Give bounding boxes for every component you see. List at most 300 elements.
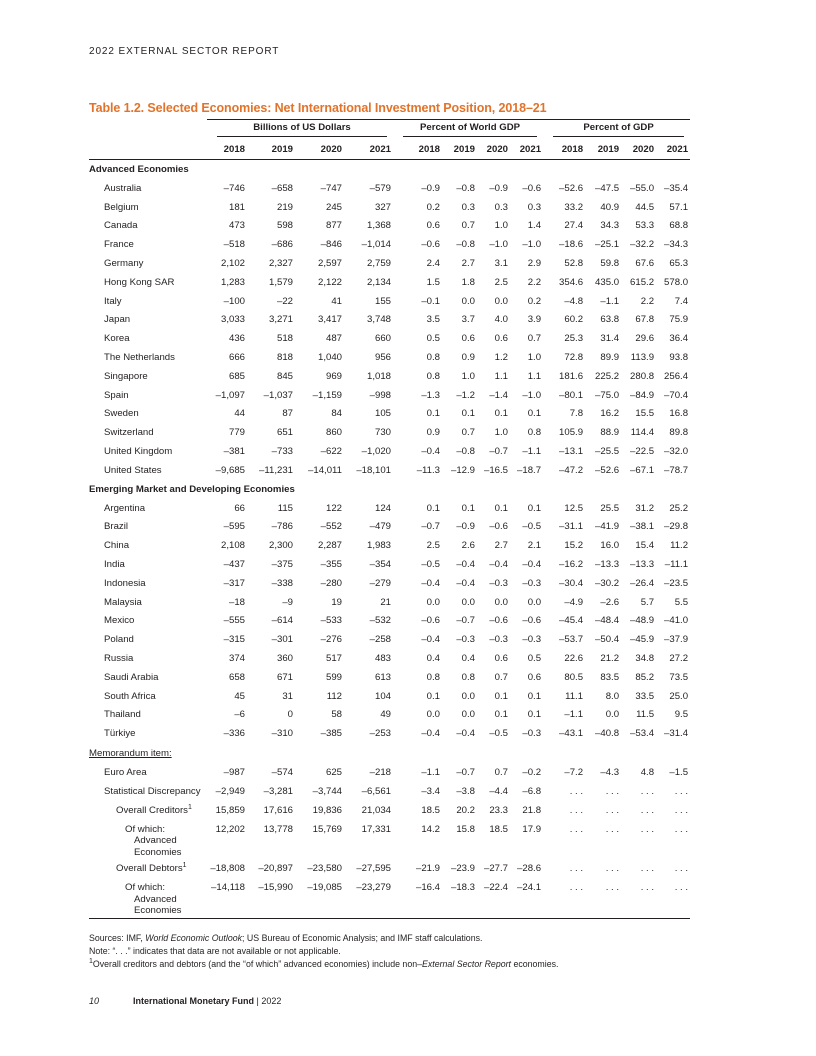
- value-cell: –15,990: [247, 878, 295, 919]
- value-cell: 1,368: [366, 220, 391, 232]
- economy-label: Belgium: [104, 201, 139, 213]
- economy-label: Hong Kong SAR: [104, 276, 175, 288]
- value-cell: –0.4: [456, 577, 475, 589]
- value-cell: 0.2: [426, 201, 440, 213]
- value-cell: –24.1: [510, 878, 543, 919]
- value-cell: 473: [228, 220, 245, 232]
- value-cell: –0.3: [522, 728, 542, 740]
- value-cell: –11.1: [664, 559, 689, 571]
- value-cell: –1.1: [600, 295, 620, 307]
- value-cell: –11.3: [416, 464, 440, 476]
- value-cell: 58: [331, 709, 342, 721]
- value-cell: 2.5: [426, 540, 440, 552]
- na-note: Note: “. . .” indicates that data are not available or not applicable.: [89, 946, 341, 956]
- value-cell: 12,202: [215, 823, 245, 835]
- section-heading: Advanced Economies: [89, 164, 189, 175]
- value-cell: 0.0: [426, 596, 440, 608]
- value-cell: 5.5: [674, 596, 689, 608]
- value-cell: 15,769: [312, 823, 342, 835]
- year-header: 2021: [344, 139, 393, 160]
- year-header: 2018: [543, 139, 585, 160]
- value-cell: 0.9: [426, 427, 440, 439]
- value-cell: 21,034: [361, 804, 391, 816]
- value-cell: 0.1: [527, 690, 542, 702]
- value-cell: –786: [271, 521, 293, 533]
- value-cell: 0.1: [426, 502, 440, 514]
- value-cell: 21: [380, 596, 391, 608]
- value-cell: . . .: [674, 785, 689, 797]
- value-cell: –552: [320, 521, 342, 533]
- economy-label: Italy: [104, 295, 122, 307]
- value-cell: 53.3: [635, 220, 655, 232]
- value-cell: 2.7: [494, 540, 508, 552]
- economy-label: The Netherlands: [104, 352, 175, 364]
- value-cell: 2,327: [268, 258, 293, 270]
- value-cell: –67.1: [630, 464, 655, 476]
- value-cell: 17,331: [361, 823, 391, 835]
- value-cell: 0.1: [494, 502, 508, 514]
- value-cell: 3.7: [461, 314, 475, 326]
- value-cell: 0.1: [494, 690, 508, 702]
- value-cell: –533: [320, 615, 342, 627]
- value-cell: –6.8: [522, 785, 542, 797]
- value-cell: –30.4: [559, 577, 584, 589]
- value-cell: . . .: [674, 823, 689, 835]
- value-cell: –0.4: [421, 634, 440, 646]
- value-cell: 21.2: [600, 653, 620, 665]
- value-cell: 1,283: [220, 276, 245, 288]
- value-cell: 354.6: [559, 276, 584, 288]
- value-cell: 0.8: [461, 671, 475, 683]
- section-heading: Emerging Market and Developing Economies: [89, 483, 295, 495]
- value-cell: –1.0: [489, 239, 508, 251]
- table-row: [89, 423, 690, 442]
- value-cell: 518: [276, 333, 293, 345]
- value-cell: –0.8: [456, 446, 475, 458]
- value-cell: 0.0: [426, 709, 440, 721]
- value-cell: 105: [374, 408, 391, 420]
- value-cell: 59.8: [600, 258, 620, 270]
- value-cell: –301: [271, 634, 293, 646]
- value-cell: 487: [325, 333, 342, 345]
- economy-label: Australia: [104, 182, 142, 194]
- economy-label: Spain: [104, 389, 129, 401]
- value-cell: 685: [228, 370, 245, 382]
- memo-label: Of which: Advanced Economies: [89, 878, 207, 919]
- value-cell: 122: [325, 502, 342, 514]
- value-cell: 2,134: [366, 276, 391, 288]
- value-cell: –253: [369, 728, 391, 740]
- sources-note: Sources: IMF, World Economic Outlook; US Bureau of Economic Analysis; and IMF staff calculations.: [89, 933, 483, 943]
- value-cell: –0.5: [522, 521, 542, 533]
- niip-table-container: [89, 119, 688, 919]
- value-cell: –1,097: [215, 389, 245, 401]
- value-cell: –0.3: [489, 634, 508, 646]
- value-cell: . . .: [640, 863, 655, 875]
- table-row: [89, 593, 690, 612]
- value-cell: –0.5: [421, 559, 440, 571]
- table-row: [89, 217, 690, 236]
- memo-row: [89, 763, 690, 782]
- value-cell: 89.8: [669, 427, 689, 439]
- value-cell: 25.3: [564, 333, 584, 345]
- value-cell: –25.5: [595, 446, 620, 458]
- value-cell: . . .: [674, 863, 689, 875]
- value-cell: –23,580: [307, 863, 342, 875]
- value-cell: 12.5: [564, 502, 584, 514]
- value-cell: 1,018: [366, 370, 391, 382]
- value-cell: –48.4: [595, 615, 620, 627]
- value-cell: –27,595: [356, 863, 391, 875]
- value-cell: 22.6: [564, 653, 584, 665]
- value-cell: –0.4: [489, 559, 508, 571]
- table-row: [89, 499, 690, 518]
- value-cell: 969: [325, 370, 342, 382]
- value-cell: –579: [369, 182, 391, 194]
- value-cell: –0.9: [456, 521, 475, 533]
- economy-label: Korea: [104, 333, 130, 345]
- value-cell: –18.3: [442, 878, 477, 919]
- value-cell: 730: [374, 427, 391, 439]
- value-cell: 0.1: [426, 690, 440, 702]
- value-cell: –48.9: [630, 615, 655, 627]
- page-number: 10: [89, 996, 100, 1006]
- value-cell: –31.1: [559, 521, 584, 533]
- economy-label: United Kingdom: [104, 446, 173, 458]
- value-cell: 0.1: [527, 709, 542, 721]
- value-cell: –555: [223, 615, 245, 627]
- memo-label: Overall Debtors$^1$: [116, 862, 187, 875]
- value-cell: 3.1: [494, 258, 508, 270]
- value-cell: –9: [282, 596, 293, 608]
- value-cell: 84: [331, 408, 342, 420]
- value-cell: –0.7: [456, 767, 475, 778]
- value-cell: 613: [374, 671, 391, 683]
- value-cell: –0.2: [522, 767, 542, 778]
- value-cell: –1.4: [489, 389, 508, 401]
- value-cell: 2.2: [527, 276, 542, 288]
- value-cell: 0.1: [461, 502, 475, 514]
- year-header: 2018: [207, 139, 247, 160]
- value-cell: –0.6: [489, 615, 508, 627]
- value-cell: –0.6: [522, 615, 542, 627]
- value-cell: 15.5: [635, 408, 655, 420]
- memo-row: [89, 860, 690, 879]
- value-cell: –1.2: [456, 389, 475, 401]
- value-cell: 20.2: [456, 804, 475, 816]
- value-cell: –47.5: [595, 182, 620, 194]
- value-cell: 3,748: [366, 314, 391, 326]
- value-cell: –1.0: [522, 239, 542, 251]
- value-cell: –658: [271, 182, 293, 194]
- value-cell: 0.8: [527, 427, 542, 439]
- group-header-usd: Billions of US Dollars: [207, 120, 393, 140]
- value-cell: 818: [276, 352, 293, 364]
- value-cell: –0.6: [421, 239, 440, 251]
- value-cell: . . .: [569, 804, 584, 816]
- year-header: 2021: [656, 139, 690, 160]
- value-cell: 16.8: [669, 408, 689, 420]
- value-cell: 181: [228, 201, 245, 213]
- year-header: 2019: [442, 139, 477, 160]
- value-cell: –317: [223, 577, 245, 589]
- value-cell: –0.3: [522, 634, 542, 646]
- value-cell: 2,108: [220, 540, 245, 552]
- value-cell: –0.9: [421, 182, 440, 194]
- value-cell: 3,271: [268, 314, 293, 326]
- value-cell: –3,744: [312, 785, 342, 797]
- value-cell: –18,808: [210, 863, 245, 875]
- year-header: 2020: [621, 139, 656, 160]
- value-cell: –0.8: [456, 182, 475, 194]
- value-cell: 60.2: [564, 314, 584, 326]
- value-cell: 0.0: [461, 596, 475, 608]
- value-cell: 256.4: [664, 370, 689, 382]
- year-header: 2018: [393, 139, 442, 160]
- value-cell: 2.6: [461, 540, 475, 552]
- value-cell: 0.1: [494, 408, 508, 420]
- table-row: [89, 348, 690, 367]
- value-cell: –0.3: [489, 577, 508, 589]
- value-cell: 63.8: [600, 314, 620, 326]
- value-cell: 44.5: [635, 201, 655, 213]
- value-cell: 17.9: [522, 823, 542, 835]
- value-cell: 7.4: [674, 295, 689, 307]
- value-cell: 599: [325, 671, 342, 683]
- value-cell: 85.2: [635, 671, 655, 683]
- footnote-1: $^1$Overall creditors and debtors (and the “of which” advanced economies) include non–External Sector Report economies.: [89, 958, 559, 969]
- value-cell: . . .: [674, 804, 689, 816]
- value-cell: 57.1: [669, 201, 689, 213]
- value-cell: 2.5: [494, 276, 508, 288]
- value-cell: –0.4: [421, 446, 440, 458]
- economy-label: Indonesia: [104, 577, 146, 589]
- value-cell: . . .: [543, 878, 585, 919]
- publication-year: 2022: [261, 996, 282, 1006]
- value-cell: –32.2: [630, 239, 655, 251]
- value-cell: 0.3: [461, 201, 475, 213]
- value-cell: 36.4: [669, 333, 689, 345]
- value-cell: 1.4: [527, 220, 542, 232]
- value-cell: 360: [276, 653, 293, 665]
- value-cell: –0.3: [456, 634, 475, 646]
- table-row: [89, 198, 690, 217]
- value-cell: –70.4: [664, 389, 689, 401]
- value-cell: 3,417: [317, 314, 342, 326]
- memo-label: Overall Creditors$^1$: [116, 803, 192, 816]
- value-cell: 83.5: [600, 671, 620, 683]
- value-cell: 23.3: [489, 804, 508, 816]
- value-cell: –279: [369, 577, 391, 589]
- value-cell: –3,281: [263, 785, 293, 797]
- value-cell: . . .: [585, 878, 621, 919]
- value-cell: –84.9: [630, 389, 655, 401]
- value-cell: . . .: [621, 878, 656, 919]
- value-cell: . . .: [569, 785, 584, 797]
- value-cell: –25.1: [595, 239, 620, 251]
- value-cell: 11.5: [636, 709, 655, 721]
- value-cell: 658: [228, 671, 245, 683]
- publisher-name: International Monetary Fund: [133, 996, 255, 1006]
- value-cell: –0.4: [456, 728, 475, 740]
- value-cell: –532: [369, 615, 391, 627]
- year-header: 2020: [477, 139, 510, 160]
- value-cell: 615.2: [630, 276, 655, 288]
- value-cell: 2,122: [317, 276, 342, 288]
- value-cell: 0.6: [461, 333, 475, 345]
- value-cell: 80.5: [564, 671, 584, 683]
- value-cell: 1.8: [461, 276, 475, 288]
- economy-label: Switzerland: [104, 427, 154, 439]
- value-cell: 2,597: [317, 258, 342, 270]
- value-cell: . . .: [640, 804, 655, 816]
- niip-table: [89, 119, 690, 919]
- table-row: [89, 724, 690, 743]
- value-cell: 31.4: [600, 333, 620, 345]
- value-cell: –1.5: [669, 767, 689, 778]
- value-cell: 25.5: [600, 502, 620, 514]
- column-group-header-row: [89, 120, 690, 140]
- table-row: [89, 687, 690, 706]
- value-cell: 104: [374, 690, 391, 702]
- value-cell: . . .: [640, 785, 655, 797]
- value-cell: 0.7: [494, 671, 508, 683]
- value-cell: –1,037: [263, 389, 293, 401]
- economy-label: Mexico: [104, 615, 135, 627]
- memo-label: Statistical Discrepancy: [104, 785, 201, 797]
- value-cell: 0.2: [527, 295, 542, 307]
- value-cell: 517: [325, 653, 342, 665]
- value-cell: 34.3: [600, 220, 620, 232]
- value-cell: 0.8: [426, 671, 440, 683]
- value-cell: 113.9: [630, 352, 655, 364]
- value-cell: 88.9: [600, 427, 620, 439]
- value-cell: –45.4: [559, 615, 584, 627]
- value-cell: 16.2: [600, 408, 620, 420]
- value-cell: 14.2: [421, 823, 440, 835]
- value-cell: –0.8: [456, 239, 475, 251]
- value-cell: –338: [271, 577, 293, 589]
- value-cell: 651: [276, 427, 293, 439]
- value-cell: –846: [320, 239, 342, 251]
- value-cell: 11.1: [565, 690, 584, 702]
- economy-label: Poland: [104, 634, 134, 646]
- value-cell: 0.9: [461, 352, 475, 364]
- value-cell: 666: [228, 352, 245, 364]
- value-cell: 435.0: [595, 276, 620, 288]
- value-cell: –258: [369, 634, 391, 646]
- value-cell: –0.7: [456, 615, 475, 627]
- value-cell: –23.5: [664, 577, 689, 589]
- value-cell: –1,014: [361, 239, 391, 251]
- value-cell: –50.4: [595, 634, 620, 646]
- table-row: [89, 442, 690, 461]
- value-cell: 0.5: [426, 333, 440, 345]
- table-row: [89, 706, 690, 725]
- table-row: [89, 461, 690, 480]
- value-cell: 112: [326, 690, 342, 702]
- value-cell: 280.8: [630, 370, 655, 382]
- value-cell: –0.4: [522, 559, 542, 571]
- value-cell: . . .: [569, 823, 584, 835]
- value-cell: 25.0: [669, 690, 689, 702]
- group-header-world-gdp: Percent of World GDP: [393, 120, 543, 140]
- table-row: [89, 574, 690, 593]
- value-cell: 3.9: [527, 314, 542, 326]
- value-cell: 15,859: [215, 804, 245, 816]
- value-cell: 40.9: [600, 201, 620, 213]
- value-cell: –14,011: [308, 464, 342, 476]
- section-heading-row: [89, 160, 690, 180]
- value-cell: 44: [234, 408, 245, 420]
- value-cell: 0: [287, 709, 293, 721]
- year-header-row: [89, 139, 690, 160]
- value-cell: 845: [276, 370, 293, 382]
- value-cell: –23.9: [450, 863, 475, 875]
- value-cell: 2.7: [461, 258, 475, 270]
- value-cell: –4.4: [489, 785, 508, 797]
- value-cell: 0.6: [494, 333, 508, 345]
- value-cell: 181.6: [559, 370, 584, 382]
- value-cell: 13,778: [263, 823, 293, 835]
- value-cell: –22: [276, 295, 293, 307]
- economy-label: India: [104, 559, 125, 571]
- value-cell: –1,159: [312, 389, 342, 401]
- table-row: [89, 630, 690, 649]
- page-footer: 10 International Monetary Fund | 2022: [89, 996, 282, 1006]
- value-cell: 1,983: [366, 540, 391, 552]
- table-row: [89, 292, 690, 311]
- value-cell: 15.4: [635, 540, 655, 552]
- value-cell: 49: [380, 709, 391, 721]
- value-cell: –479: [369, 521, 391, 533]
- value-cell: –13.3: [595, 559, 620, 571]
- value-cell: –18.6: [559, 239, 584, 251]
- value-cell: 155: [374, 295, 391, 307]
- value-cell: 1.0: [461, 370, 475, 382]
- value-cell: 27.4: [564, 220, 584, 232]
- value-cell: . . .: [605, 804, 620, 816]
- value-cell: 436: [228, 333, 245, 345]
- value-cell: –280: [320, 577, 342, 589]
- value-cell: –1.1: [421, 767, 440, 778]
- value-cell: –0.9: [489, 182, 508, 194]
- memo-heading: Memorandum item:: [89, 747, 172, 759]
- value-cell: 0.1: [527, 408, 542, 420]
- value-cell: 65.3: [669, 258, 689, 270]
- value-cell: –27.7: [483, 863, 508, 875]
- table-row: [89, 311, 690, 330]
- value-cell: 0.0: [461, 690, 475, 702]
- memo-row: [89, 801, 690, 820]
- value-cell: 45: [234, 690, 245, 702]
- value-cell: –355: [320, 559, 342, 571]
- value-cell: 115: [277, 502, 293, 514]
- value-cell: . . .: [569, 863, 584, 875]
- value-cell: –276: [320, 634, 342, 646]
- value-cell: 0.1: [461, 408, 475, 420]
- value-cell: 0.0: [527, 596, 542, 608]
- value-cell: –0.4: [421, 577, 440, 589]
- value-cell: –53.4: [630, 728, 655, 740]
- value-cell: –0.6: [522, 182, 542, 194]
- value-cell: –43.1: [559, 728, 584, 740]
- value-cell: –336: [223, 728, 245, 740]
- value-cell: 4.0: [494, 314, 508, 326]
- value-cell: 0.3: [527, 201, 542, 213]
- value-cell: –1,020: [361, 446, 391, 458]
- value-cell: –41.0: [664, 615, 689, 627]
